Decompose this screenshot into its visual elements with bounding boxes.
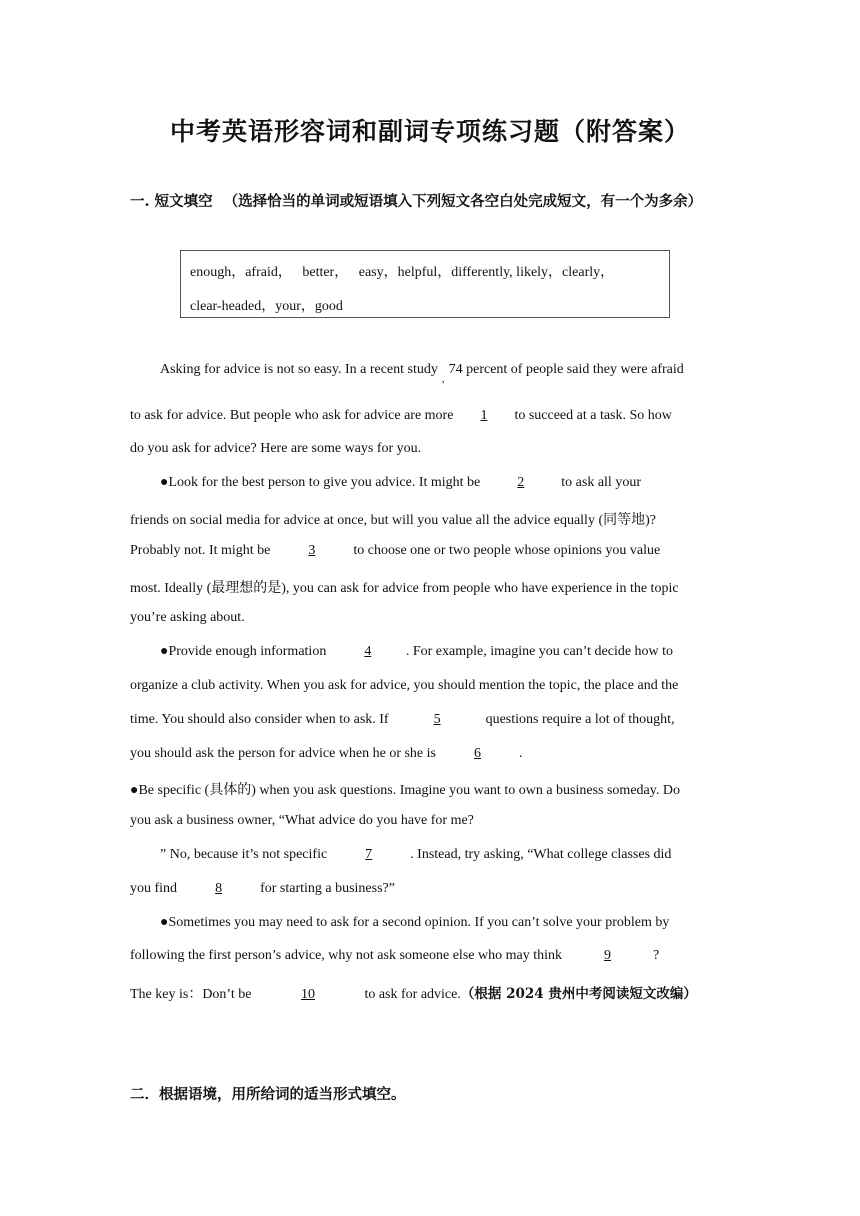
passage-text: . Instead, try asking, “What college classes did <box>406 847 672 862</box>
passage-text: ? <box>649 948 660 963</box>
blank-10[interactable]: 10 <box>300 987 315 1002</box>
blank-7[interactable]: 7 <box>365 847 373 862</box>
passage-line: friends on social media for advice at once, but will you value all the advice equally (同等地)? <box>130 513 656 528</box>
word-bank-line-1: enough，afraid， better， easy，helpful，differently, likely，clearly， <box>190 265 615 280</box>
passage-text: time. You should also consider when to ask. If <box>130 712 393 727</box>
passage-line: most. Ideally (最理想的是), you can ask for advice from people who have experience in the topic <box>130 581 679 596</box>
passage-text: following the first person’s advice, why not ask someone else who may think <box>130 948 566 963</box>
passage-line: you’re asking about. <box>130 610 245 625</box>
blank-8[interactable]: 8 <box>215 881 223 896</box>
passage-text: ●Look for the best person to give you advice. It might be <box>160 475 484 490</box>
passage-line <box>160 644 735 660</box>
passage-text: , <box>441 373 445 385</box>
passage-text: 74 percent of people said they were afraid <box>448 362 684 377</box>
passage-text: you should ask the person for advice when he or she is <box>130 746 440 761</box>
passage-line <box>130 948 735 964</box>
section-1-heading <box>130 190 702 211</box>
blank-2[interactable]: 2 <box>517 475 525 490</box>
word-bank-box <box>180 250 670 318</box>
passage-text: to ask all your <box>557 475 641 490</box>
passage-line <box>130 543 735 559</box>
passage-line: do you ask for advice? Here are some ways for you. <box>130 441 422 456</box>
passage-line: organize a club activity. When you ask for advice, you should mention the topic, the place and the <box>130 678 679 693</box>
passage-text: Probably not. It might be <box>130 543 274 558</box>
passage-line <box>130 881 735 897</box>
blank-9[interactable]: 9 <box>603 948 611 963</box>
passage-line: ●Be specific (具体的) when you ask questions. Imagine you want to own a business someday. Do <box>130 783 680 798</box>
passage-line <box>130 408 735 424</box>
passage-text: . For example, imagine you can’t decide how to <box>405 644 674 659</box>
passage-text: for starting a business?” <box>256 881 395 896</box>
passage-line <box>160 362 735 385</box>
blank-1[interactable]: 1 <box>480 408 488 423</box>
blank-6[interactable]: 6 <box>473 746 481 761</box>
word-bank-line-2: clear-headed，your，good <box>190 299 343 314</box>
passage-line: you ask a business owner, “What advice do you have for me? <box>130 813 474 828</box>
blank-5[interactable]: 5 <box>433 712 441 727</box>
page-title: 中考英语形容词和副词专项练习题（附答案） <box>169 117 690 146</box>
passage-text: you find <box>130 881 181 896</box>
passage-line <box>130 982 735 1003</box>
section-1-instruction: （选择恰当的单词或短语填入下列短文各空白处完成短文，有一个为多余） <box>223 193 703 210</box>
passage-text: questions require a lot of thought, <box>482 712 675 727</box>
passage-text: The key is：Don’t be <box>130 987 255 1002</box>
passage-text: to succeed at a task. So how <box>510 408 672 423</box>
section-1-label: 一. 短文填空 <box>130 193 213 210</box>
passage-text: to ask for advice. <box>360 987 461 1002</box>
blank-3[interactable]: 3 <box>308 543 316 558</box>
passage-text: ” No, because it’s not specific <box>160 847 331 862</box>
passage-line <box>160 847 735 863</box>
passage-line <box>160 475 735 491</box>
passage-text: . <box>515 746 523 761</box>
source-note: （根据 2024 贵州中考阅读短文改编） <box>460 986 697 1002</box>
section-2-heading: 二．根据语境，用所给词的适当形式填空。 <box>130 1086 406 1103</box>
passage-line: ●Sometimes you may need to ask for a second opinion. If you can’t solve your problem by <box>160 915 670 930</box>
passage-text: to choose one or two people whose opinions you value <box>349 543 661 558</box>
passage-text: to ask for advice. But people who ask for advice are more <box>130 408 457 423</box>
passage-line <box>130 712 735 728</box>
passage-text: ●Provide enough information <box>160 644 330 659</box>
blank-4[interactable]: 4 <box>364 644 372 659</box>
passage-line <box>130 746 735 762</box>
passage-text: Asking for advice is not so easy. In a recent study <box>160 362 438 377</box>
